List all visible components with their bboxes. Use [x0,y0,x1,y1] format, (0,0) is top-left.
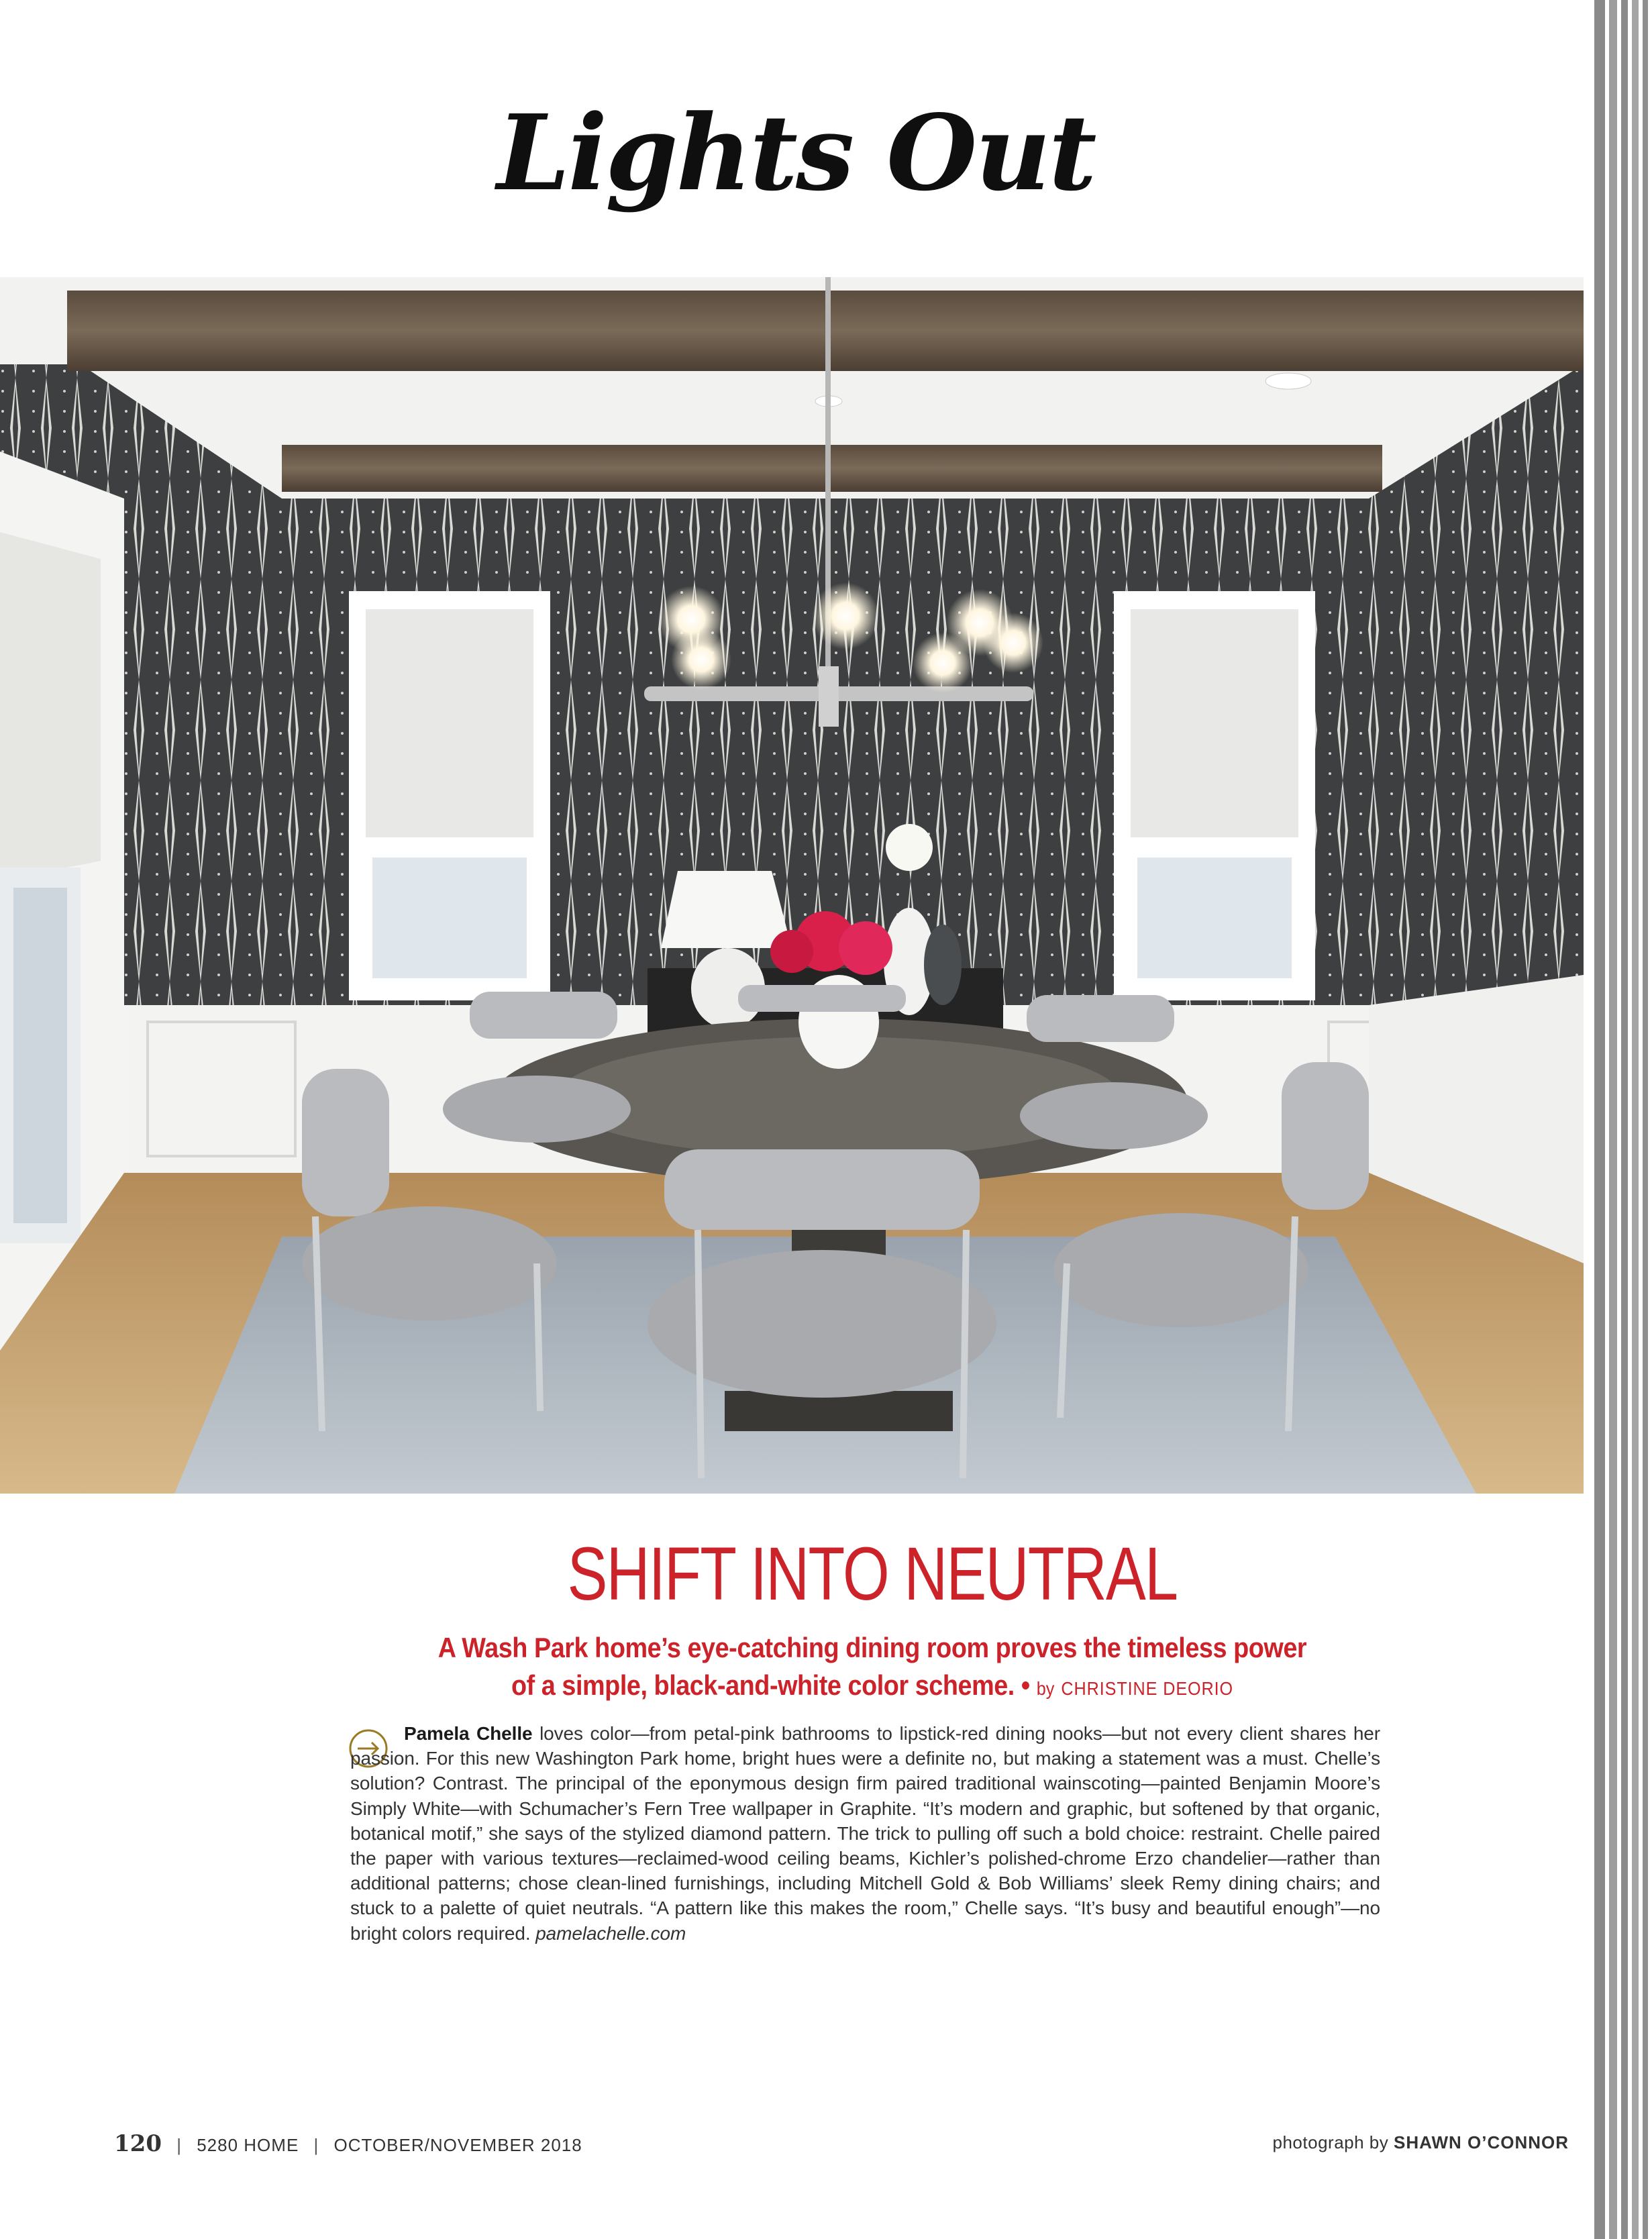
dek-line-2: of a simple, black-and-white color scheme. [511,1669,1015,1701]
body-copy: loves color—from petal-pink bathrooms to lipstick-red dining nooks—but not every client shares her passion. For this new Washington Park home, bright hues were a definite no, but making a statement was a must. Chelle’s solution? Contrast. The principal of the eponymous design firm paired traditional wainscoting—painted Benjamin Moore’s Simply White—with Schumacher’s Fern Tree wallpaper in Graphite. “It’s modern and graphic, but softened by that organic, botanical motif,” she says of the stylized diamond pattern. The trick to pulling off such a bold choice: restraint. Chelle paired the paper with various textures—reclaimed-wood ceiling beams, Kichler’s polished-chrome Erzo chandelier—rather than additional patterns; chose clean-lined furnishings, including Mitchell Gold & Bob Williams’ sleek Remy dining chairs; and stuck to a palette of quiet neutrals. “A pattern like this makes the room,” Chelle says. “It’s busy and beautiful enough”—no bright colors required. [350,1723,1381,1944]
dining-room-photo [0,277,1584,1494]
dek-line-1: A Wash Park home’s eye-catching dining room proves the timeless power [437,1632,1307,1663]
page-edge-stripes [1592,0,1652,2239]
page-folio [114,2130,582,2157]
page-title: Lights Out [497,91,1095,214]
byline-author: CHRISTINE DEORIO [1061,1678,1234,1699]
photo-credit [1273,2132,1569,2153]
photographer-name: SHAWN O’CONNOR [1394,2132,1569,2152]
folio-separator: | [176,2135,182,2155]
photo-credit-label: photograph by [1272,2132,1389,2152]
folio-separator: | [313,2135,319,2155]
dek-bullet: • [1021,1669,1030,1701]
byline-label: by [1036,1678,1055,1699]
article-dek [87,1629,1652,1708]
issue-date: OCTOBER/NOVEMBER 2018 [333,2135,582,2155]
article-headline: SHIFT INTO NEUTRAL [567,1532,1178,1616]
designer-website-link[interactable]: pamelachelle.com [535,1922,686,1944]
article-body [350,1721,1380,1946]
designer-name: Pamela Chelle [404,1723,533,1744]
magazine-name: 5280 HOME [197,2135,299,2155]
page-number: 120 [114,2130,162,2157]
